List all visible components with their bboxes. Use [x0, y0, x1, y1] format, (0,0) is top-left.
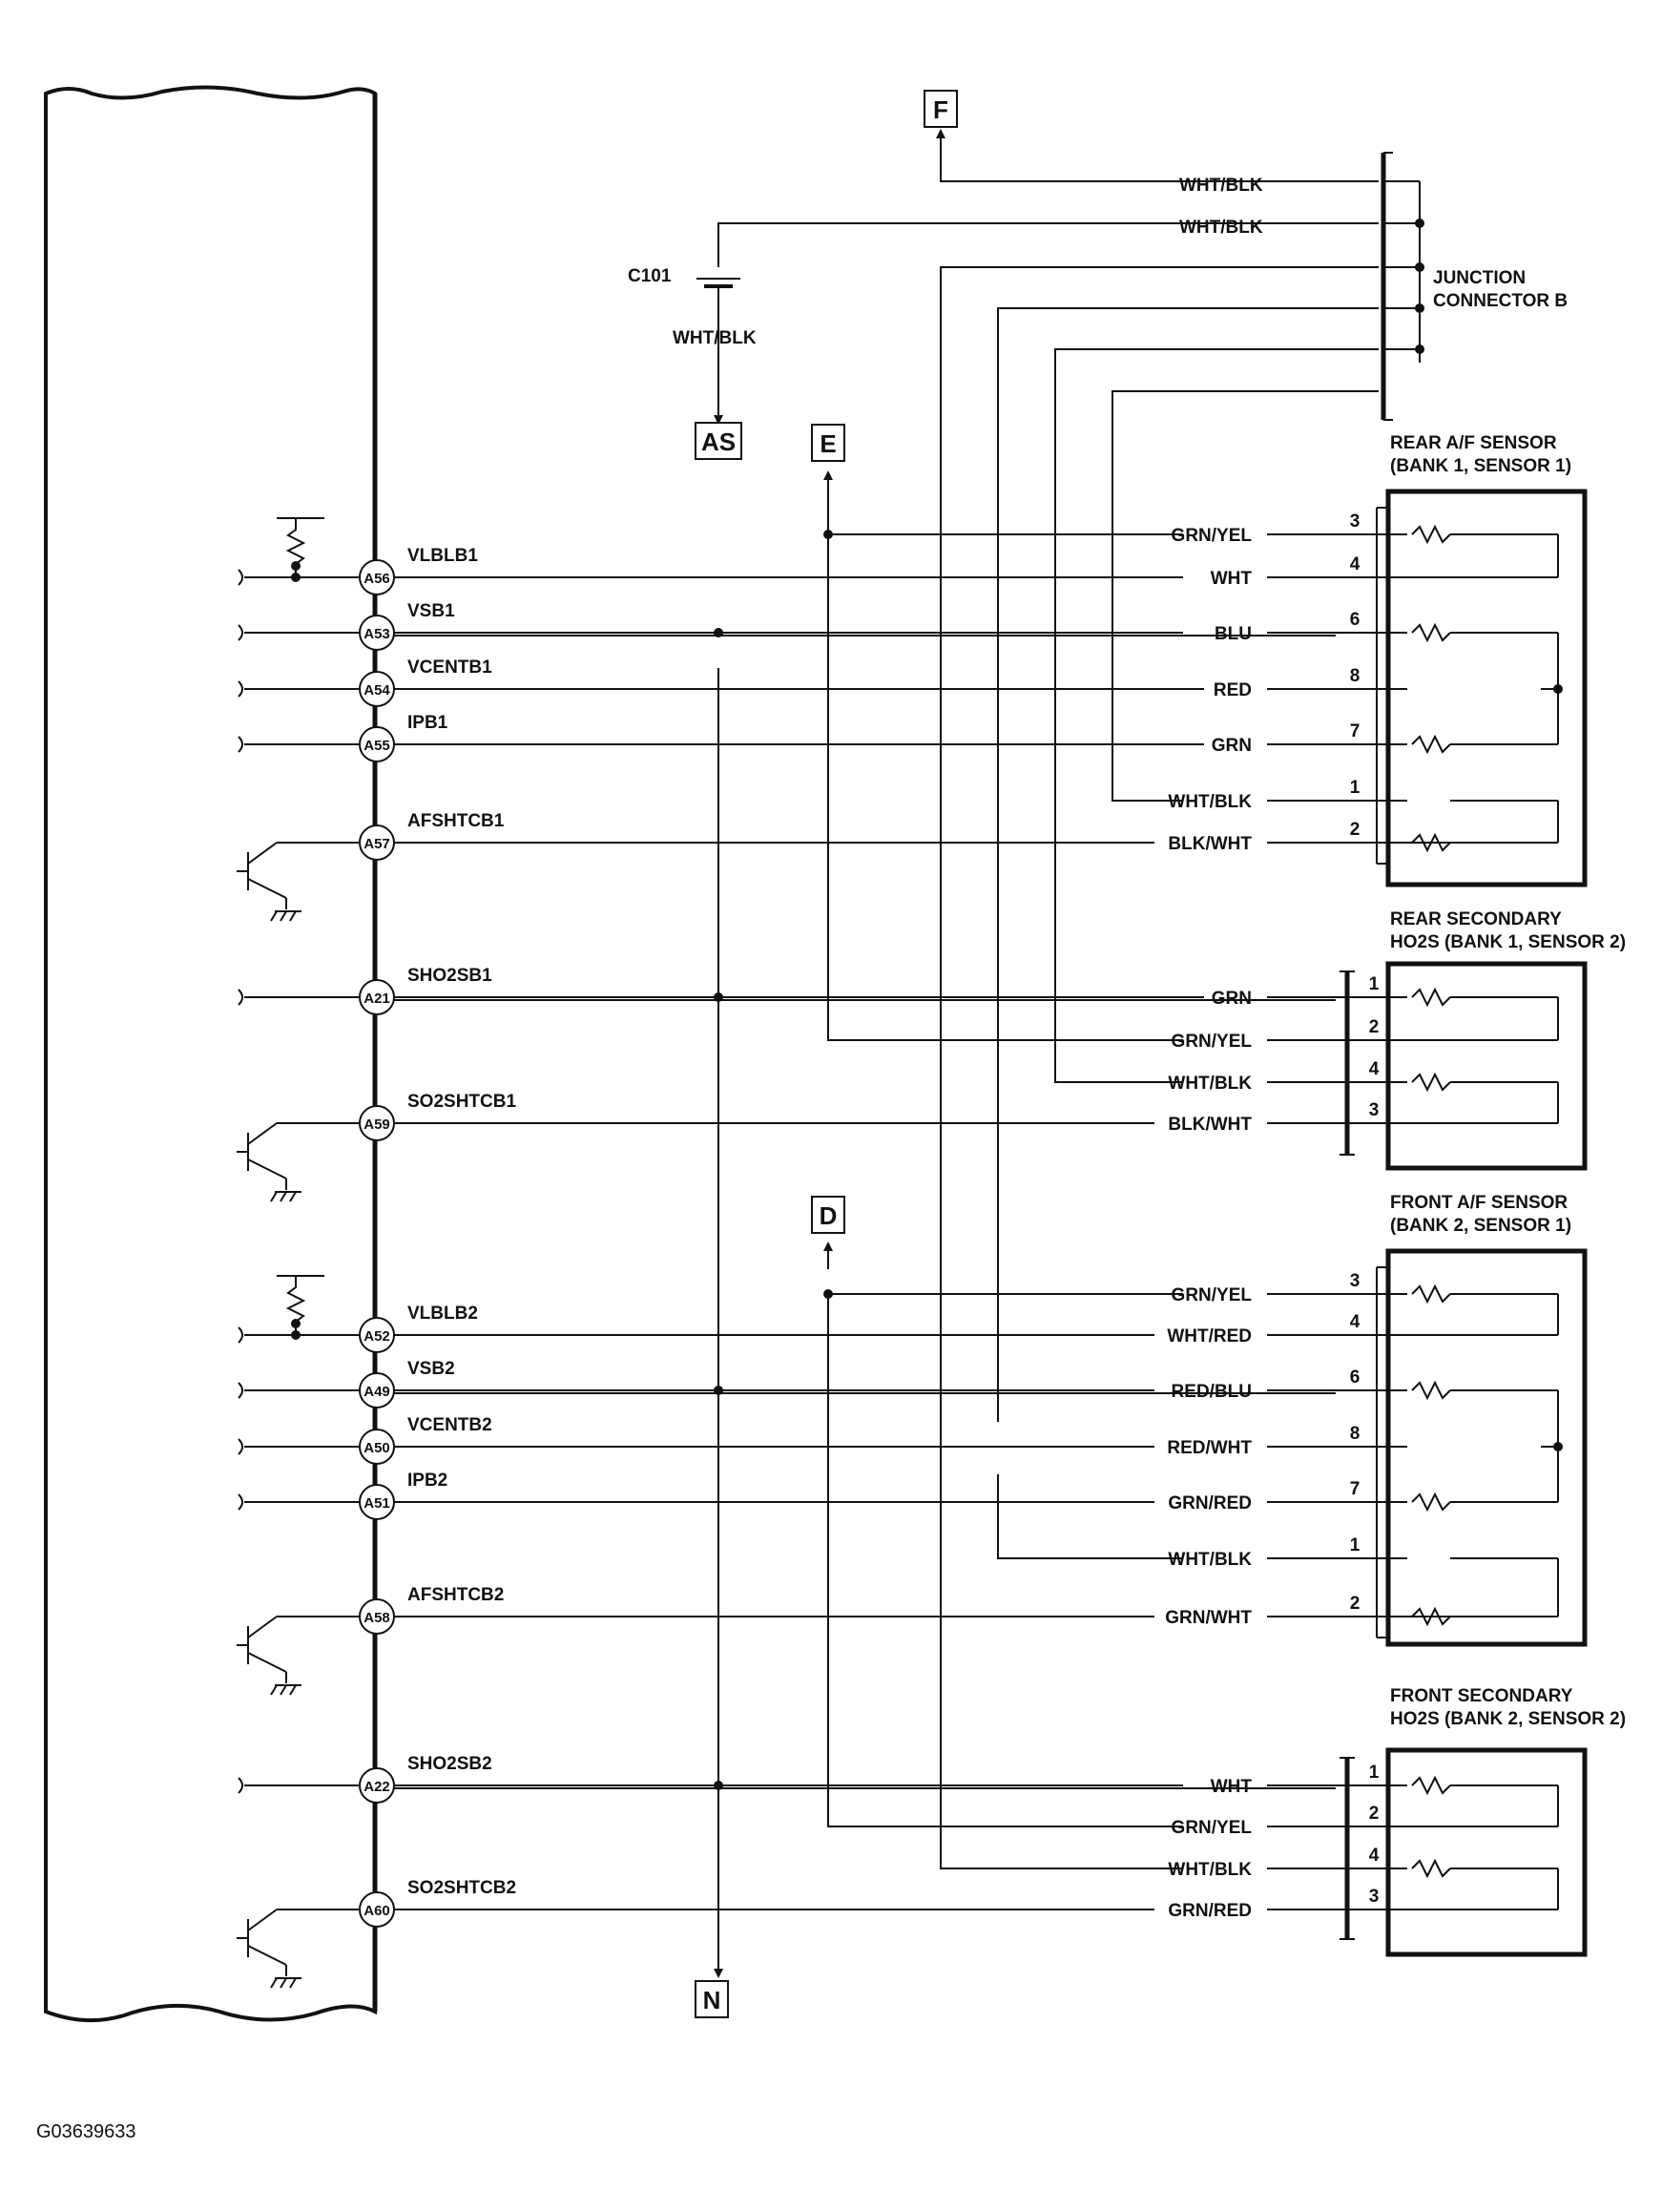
- connector-pin: 6: [1349, 1367, 1361, 1388]
- wire-color-label: GRN/RED: [1168, 1493, 1252, 1513]
- wire-color-label: GRN: [1211, 736, 1252, 756]
- c101-label: C101: [628, 266, 672, 286]
- connector-pin: 4: [1349, 554, 1361, 574]
- junction-dot: [1415, 219, 1424, 228]
- signal-label-afshtcb1: AFSHTCB1: [407, 811, 505, 831]
- transistor-emitter: [248, 1653, 286, 1672]
- connector-pin: 1: [1349, 1535, 1361, 1555]
- sensor-elements: [1407, 1778, 1558, 1909]
- ground-hatch: [280, 911, 286, 921]
- junction-label-2: CONNECTOR B: [1433, 291, 1569, 311]
- ecm-pin-a56: [360, 560, 394, 595]
- wire-color-label: RED: [1213, 680, 1252, 700]
- element-glyph: [1412, 1075, 1450, 1090]
- connector-pin: 3: [1368, 1100, 1380, 1120]
- connector-pin: 3: [1349, 1271, 1361, 1291]
- pin-number: A54: [364, 682, 390, 699]
- element-glyph: [1412, 1383, 1450, 1398]
- connector-pin: 6: [1349, 610, 1361, 630]
- wire-color-label: WHT: [1210, 1777, 1252, 1797]
- wire-color-label: GRN/YEL: [1171, 1032, 1252, 1052]
- connector-pin: 1: [1368, 974, 1380, 994]
- wire-color-label: RED/BLU: [1171, 1382, 1252, 1402]
- wire-color-label: GRN/WHT: [1165, 1608, 1252, 1628]
- wire-color-label: GRN/RED: [1168, 1901, 1252, 1921]
- wire-stub: [239, 1327, 242, 1343]
- ground-hatch: [290, 1978, 296, 1988]
- wire-layer: [237, 94, 1420, 2012]
- offpage-E: [812, 425, 844, 461]
- pin-number: A59: [364, 1116, 390, 1133]
- wire-color-label: WHT/BLK: [1168, 1860, 1252, 1880]
- transistor-collector: [248, 1123, 277, 1144]
- svg-text:E: E: [820, 429, 837, 458]
- wire-color-label: WHT/RED: [1167, 1326, 1252, 1346]
- connector-pin: 7: [1349, 1479, 1361, 1499]
- junction-dot: [714, 992, 723, 1002]
- wire-stub: [239, 990, 242, 1005]
- wire: [828, 534, 1183, 1040]
- wire: [828, 1294, 1183, 1826]
- signal-label-sho2sb1: SHO2SB1: [407, 966, 492, 986]
- wire-stub: [239, 681, 242, 697]
- element-glyph: [1412, 1286, 1450, 1302]
- wire: [1055, 349, 1379, 1082]
- signal-label-vlblb1: VLBLB1: [407, 546, 478, 566]
- sensor-subtitle: HO2S (BANK 1, SENSOR 2): [1390, 932, 1627, 952]
- sensor-title: FRONT A/F SENSOR: [1390, 1193, 1569, 1213]
- wire-C101: [718, 223, 1379, 267]
- ecm-pin-a52: [360, 1318, 394, 1352]
- pin-number: A52: [364, 1328, 390, 1345]
- pin-number: A57: [364, 836, 390, 852]
- connector-pin: 2: [1368, 1017, 1380, 1037]
- element-glyph: [1412, 990, 1450, 1005]
- ground-hatch: [280, 1978, 286, 1988]
- junction-dot: [823, 1289, 833, 1299]
- pin-number: A55: [364, 738, 390, 754]
- sensor-subtitle: (BANK 1, SENSOR 1): [1390, 456, 1572, 476]
- ground-hatch: [280, 1192, 286, 1201]
- ground-hatch: [290, 911, 296, 921]
- wire-color-label: WHT/BLK: [1168, 1550, 1252, 1570]
- ecm-pin-a59: [360, 1106, 394, 1140]
- connector-pin: 1: [1349, 778, 1361, 798]
- signal-label-vlblb2: VLBLB2: [407, 1304, 478, 1324]
- transistor-emitter: [248, 1159, 286, 1179]
- pin-number: A21: [364, 991, 390, 1007]
- signal-label-sho2sb2: SHO2SB2: [407, 1754, 492, 1774]
- ecm-pin-a22: [360, 1768, 394, 1803]
- figure-id: G03639633: [36, 2121, 136, 2142]
- wire-stub: [239, 1778, 242, 1793]
- junction-dot: [823, 530, 833, 539]
- pin-number: A56: [364, 571, 390, 587]
- element-glyph: [1412, 1861, 1450, 1876]
- offpage-N: [696, 1981, 728, 2017]
- signal-label-ipb1: IPB1: [407, 713, 448, 733]
- wire-stub: [239, 625, 242, 640]
- sensor-elements: [1407, 1286, 1562, 1624]
- ground-hatch: [271, 911, 277, 921]
- ecm-pin-a54: [360, 672, 394, 706]
- wire: [998, 1474, 1183, 1558]
- junction-dot: [291, 1330, 301, 1340]
- connector-pin: 4: [1368, 1846, 1380, 1866]
- junction-dot: [714, 1386, 723, 1395]
- pullup-resistor: [277, 518, 324, 577]
- signal-label-so2shtcb1: SO2SHTCB1: [407, 1092, 517, 1112]
- wire-F: [941, 134, 1317, 181]
- ecm-pin-a21: [360, 980, 394, 1014]
- wire-color-label: WHT/BLK: [1168, 792, 1252, 812]
- transistor-collector: [248, 1617, 277, 1638]
- driver-transistor: [237, 1909, 360, 1988]
- element-glyph: [1412, 625, 1450, 640]
- junction-wire-1: WHT/BLK: [1179, 176, 1263, 196]
- ecm-pin-a50: [360, 1429, 394, 1464]
- sensor-elements: [1407, 527, 1562, 850]
- signal-label-vcentb2: VCENTB2: [407, 1415, 492, 1435]
- ground-hatch: [280, 1685, 286, 1695]
- junction-dot: [1415, 262, 1424, 272]
- wire: [941, 267, 1379, 1868]
- wire-stub: [239, 1494, 242, 1510]
- driver-transistor: [237, 1617, 360, 1695]
- wire-color-label: RED/WHT: [1167, 1438, 1252, 1458]
- ground-hatch: [290, 1685, 296, 1695]
- wire-stub: [239, 570, 242, 585]
- ground-hatch: [271, 1192, 277, 1201]
- transistor-collector: [248, 1909, 277, 1930]
- signal-label-ipb2: IPB2: [407, 1471, 448, 1491]
- wire-color-label: BLK/WHT: [1168, 1115, 1252, 1135]
- pullup-resistor: [277, 1276, 324, 1335]
- junction-dots: [291, 219, 1424, 1790]
- wire-color-label: GRN: [1211, 989, 1252, 1009]
- wire-color-label: GRN/YEL: [1171, 526, 1252, 546]
- ecm-pin-a49: [360, 1373, 394, 1408]
- element-glyph: [1412, 1494, 1450, 1510]
- wire-color-label: GRN/YEL: [1171, 1818, 1252, 1838]
- connector-pin: 7: [1349, 721, 1361, 741]
- offpage-AS: [696, 423, 741, 459]
- junction-dot: [714, 1781, 723, 1790]
- transistor-emitter: [248, 879, 286, 898]
- connector-pin: 1: [1368, 1763, 1380, 1783]
- pin-number: A49: [364, 1384, 390, 1400]
- pin-number: A60: [364, 1903, 390, 1919]
- signal-label-vsb1: VSB1: [407, 601, 455, 621]
- svg-text:N: N: [702, 1986, 721, 2014]
- wire-color-label: GRN/YEL: [1171, 1285, 1252, 1305]
- signal-label-so2shtcb2: SO2SHTCB2: [407, 1878, 517, 1898]
- sensor-box: [1388, 964, 1585, 1168]
- pin-number: A51: [364, 1495, 390, 1512]
- connector-pin: 4: [1368, 1059, 1380, 1079]
- transistor-emitter: [248, 1946, 286, 1965]
- connector-pin: 4: [1349, 1312, 1361, 1332]
- signal-label-afshtcb2: AFSHTCB2: [407, 1585, 505, 1605]
- svg-text:D: D: [819, 1201, 838, 1230]
- ground-hatch: [271, 1978, 277, 1988]
- connector-pin: 8: [1349, 666, 1361, 686]
- junction-dot: [1415, 344, 1424, 354]
- junction-dot: [1554, 1443, 1562, 1450]
- junction-dot: [1554, 685, 1562, 693]
- ecm-pin-a53: [360, 616, 394, 650]
- pin-number: A53: [364, 626, 390, 642]
- pin-number: A50: [364, 1440, 390, 1456]
- junction-dot: [291, 573, 301, 582]
- pin-number: A58: [364, 1610, 390, 1626]
- connector-pin: 2: [1368, 1804, 1380, 1824]
- junction-dot: [714, 628, 723, 637]
- junction-dot: [291, 1319, 301, 1328]
- c101-wire-color: WHT/BLK: [673, 328, 757, 348]
- driver-transistor: [237, 1123, 360, 1201]
- signal-label-vcentb1: VCENTB1: [407, 657, 492, 678]
- wire-stub: [239, 1383, 242, 1398]
- wire-color-label: WHT: [1210, 569, 1252, 589]
- label-layer: [407, 433, 1626, 1921]
- pin-number: A22: [364, 1779, 390, 1795]
- ecm-body: [46, 87, 375, 2020]
- wire-color-label: BLU: [1214, 624, 1252, 644]
- ecm-pin-a55: [360, 727, 394, 762]
- ecm-pin-a51: [360, 1485, 394, 1519]
- ecm-pin-a57: [360, 825, 394, 860]
- offpage-D: [812, 1197, 844, 1233]
- wire-color-label: BLK/WHT: [1168, 834, 1252, 854]
- svg-text:AS: AS: [700, 428, 737, 456]
- ground-hatch: [290, 1192, 296, 1201]
- signal-label-vsb2: VSB2: [407, 1359, 455, 1379]
- sensor-elements: [1407, 990, 1558, 1123]
- junction-dot: [291, 561, 301, 571]
- offpage-F: [924, 91, 957, 127]
- element-glyph: [1412, 737, 1450, 752]
- sensor-subtitle: (BANK 2, SENSOR 1): [1390, 1216, 1572, 1236]
- connector-pin: 3: [1349, 511, 1361, 532]
- connector-pin: 2: [1349, 1594, 1361, 1614]
- connector-pin: 3: [1368, 1887, 1380, 1907]
- sensor-title: REAR A/F SENSOR: [1390, 433, 1557, 453]
- sensor-subtitle: HO2S (BANK 2, SENSOR 2): [1390, 1709, 1627, 1729]
- junction-dot: [1415, 303, 1424, 313]
- connector-pin: 8: [1349, 1424, 1361, 1444]
- wire-color-label: WHT/BLK: [1168, 1074, 1252, 1094]
- wire-stub: [239, 1439, 242, 1454]
- svg-text:F: F: [933, 95, 948, 124]
- driver-transistor: [237, 843, 360, 921]
- connector-pin: 2: [1349, 820, 1361, 840]
- sensor-title: FRONT SECONDARY: [1390, 1686, 1573, 1706]
- element-glyph: [1412, 1778, 1450, 1793]
- ground-hatch: [271, 1685, 277, 1695]
- ecm-pin-a60: [360, 1892, 394, 1927]
- sensor-title: REAR SECONDARY: [1390, 909, 1562, 929]
- junction-label-1: JUNCTION: [1433, 268, 1527, 288]
- element-glyph: [1412, 527, 1450, 542]
- transistor-collector: [248, 843, 277, 864]
- wire-stub: [239, 737, 242, 752]
- junction-wire-2: WHT/BLK: [1179, 218, 1263, 238]
- ecm-pin-a58: [360, 1599, 394, 1634]
